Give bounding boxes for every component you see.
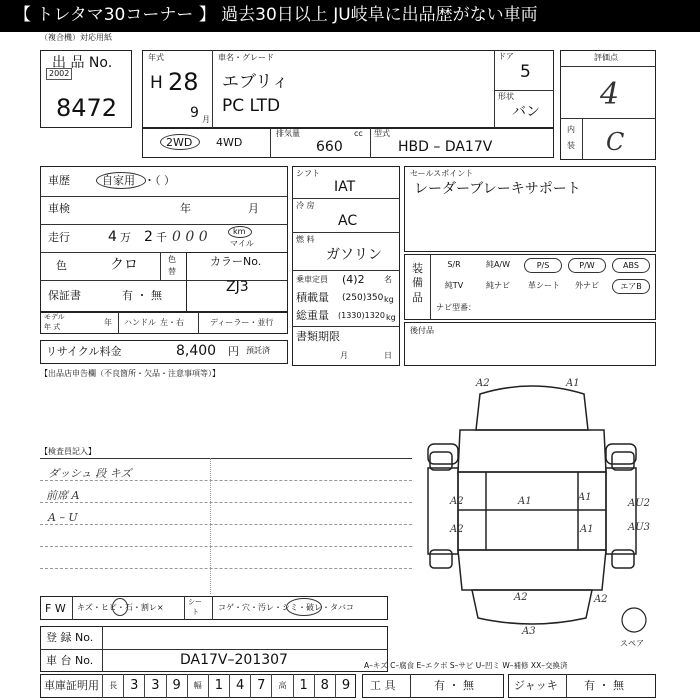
- rireki-paren: ・（ ）: [144, 174, 175, 187]
- body-label: 形状: [498, 92, 514, 101]
- lot-small-code: 2002: [46, 68, 72, 80]
- chassis-label: 車 台 No.: [46, 654, 94, 667]
- displacement-label: 排気量: [276, 129, 300, 138]
- seat-label-2: ト: [192, 608, 199, 616]
- inspector-line-3: A – U: [48, 511, 78, 524]
- mileage-label: 走行: [48, 231, 70, 244]
- post-install-box: [404, 322, 656, 366]
- equip-tv: 純TV: [444, 281, 464, 290]
- notices-title: 【出品店申告欄（不良箇所・欠品・注意事項等）】: [40, 369, 220, 378]
- doors-value: 5: [520, 62, 531, 82]
- rireki-value: 自家用: [102, 174, 135, 187]
- equip-nav: 純ナビ: [486, 281, 510, 290]
- dealer-label: ディーラー・並行: [210, 318, 274, 327]
- weight-label: 総重量: [296, 309, 329, 322]
- handle-label: ハンドル: [124, 318, 156, 327]
- repaint-label-2: 替: [168, 267, 176, 276]
- color-no-value: ZJ3: [226, 279, 249, 295]
- paper-subnote: （複合機）対応用紙: [40, 33, 112, 42]
- drive-2wd: 2WD: [166, 136, 193, 149]
- load-value: (250)350: [342, 293, 384, 303]
- tools-value: 有 ・ 無: [434, 679, 474, 692]
- interior-label-1: 内: [567, 125, 575, 134]
- seat-label-1: シー: [188, 598, 202, 606]
- shaken-label: 車検: [48, 202, 70, 215]
- damage-mark: AU2: [628, 498, 651, 509]
- spare-label: スペア: [620, 639, 644, 648]
- mileage-man: 4: [108, 229, 117, 245]
- damage-mark: A2: [450, 524, 464, 535]
- equip-ext-nav: 外ナビ: [575, 281, 599, 290]
- equip-ps: P/S: [524, 258, 562, 273]
- interior-label-2: 装: [567, 141, 575, 150]
- color-no-label: カラーNo.: [210, 255, 262, 268]
- color-value: クロ: [110, 257, 138, 273]
- fuel-label: 燃 料: [296, 235, 315, 244]
- mileage-unit-km: km: [233, 227, 246, 236]
- score-value: 4: [600, 77, 620, 112]
- damage-mark: AU3: [628, 522, 651, 533]
- damage-mark: A2: [594, 594, 608, 605]
- docs-day: 日: [384, 351, 392, 360]
- header-banner-text: 【 トレタマ30コーナー 】 過去30日以上 JU岐阜に出品歴がない車両: [14, 5, 538, 25]
- damage-mark: A1: [566, 378, 580, 389]
- load-label: 積載量: [296, 291, 329, 304]
- drive-4wd: 4WD: [216, 136, 243, 149]
- year-month: 9: [190, 105, 199, 121]
- model-value: HBD – DA17V: [398, 139, 493, 155]
- repaint-label-1: 色: [168, 255, 176, 264]
- cert-digit-cell: 4: [229, 674, 250, 698]
- load-unit: kg: [384, 295, 394, 304]
- cert-digit-cell: 9: [335, 674, 356, 698]
- year-month-suffix: 月: [202, 115, 210, 124]
- docs-label: 書類期限: [296, 330, 340, 343]
- vehicle-name: エブリィ: [222, 72, 289, 92]
- equip-airbag: エアB: [612, 279, 650, 294]
- damage-mark: A1: [518, 496, 532, 507]
- reg-label: 登 録 No.: [46, 631, 94, 644]
- displacement-unit: cc: [354, 129, 363, 138]
- weight-unit: kg: [386, 313, 396, 322]
- shift-value: IAT: [334, 179, 356, 195]
- capacity-label: 乗車定員: [296, 275, 328, 284]
- chassis-value: DA17V–201307: [180, 652, 288, 668]
- vehicle-name-label: 車名・グレード: [218, 53, 274, 62]
- lot-number: 8472: [56, 94, 118, 122]
- warranty-label: 保証書: [48, 289, 81, 302]
- recycle-value: 8,400: [176, 343, 217, 359]
- cert-digit-cell: 長: [102, 674, 123, 698]
- selling-point-label: セールスポイント: [410, 169, 474, 178]
- weight-value: (1330)1320: [338, 311, 385, 320]
- vehicle-grade: PC LTD: [222, 96, 281, 116]
- capacity-unit: 名: [384, 275, 392, 284]
- jack-value: 有 ・ 無: [584, 679, 624, 692]
- recycle-note: 預託済: [246, 346, 270, 355]
- damage-mark: A2: [514, 592, 528, 603]
- shaken-year: 年: [180, 202, 191, 215]
- doors-label: ドア: [498, 52, 514, 61]
- mileage-sen-unit: 千: [156, 231, 167, 244]
- color-label: 色: [56, 259, 67, 272]
- mileage-man-unit: 万: [120, 231, 131, 244]
- model-year-label-2: 年 式: [44, 323, 61, 331]
- selling-point-text: レーダーブレーキサポート: [414, 181, 581, 197]
- damage-mark: A3: [522, 626, 536, 637]
- equip-aw: 純A/W: [485, 260, 511, 269]
- jack-label: ジャッキ: [514, 679, 558, 692]
- capacity-value: (4)2: [342, 273, 365, 286]
- model-year-unit: 年: [104, 318, 112, 327]
- mileage-unit-mile: マイル: [230, 239, 254, 248]
- shift-label: シフト: [296, 169, 320, 178]
- model-label: 型式: [374, 129, 390, 138]
- cert-digit-cell: 3: [144, 674, 165, 698]
- fw-value: キズ・ヒビ・石・割レ×: [77, 603, 164, 612]
- cert-digit-cell: 1: [208, 674, 229, 698]
- year-value: 28: [168, 68, 199, 96]
- recycle-label: リサイクル料金: [46, 345, 122, 358]
- car-damage-diagram: [410, 372, 656, 644]
- damage-legend: A–キズ C–腐食 E–エクボ S–サビ U–凹ミ W–補修 XX–交換済: [364, 661, 568, 670]
- interior-value: C: [606, 128, 625, 156]
- mileage-sen: 2: [144, 229, 153, 245]
- year-label: 年式: [148, 53, 164, 62]
- cert-digit-cell: 高: [271, 674, 292, 698]
- shaken-month: 月: [248, 202, 259, 215]
- cert-digits: [102, 674, 356, 698]
- fw-label: F W: [45, 602, 66, 615]
- handle-value: 左・右: [160, 318, 184, 327]
- nav-model-label: ナビ型番：: [436, 303, 476, 312]
- fuel-value: ガソリン: [326, 247, 382, 263]
- damage-mark: A2: [476, 378, 490, 389]
- cooling-label: 冷 房: [296, 201, 315, 210]
- recycle-unit: 円: [228, 345, 239, 358]
- cert-digit-cell: 9: [166, 674, 187, 698]
- damage-mark: A1: [578, 492, 592, 503]
- cert-digit-cell: 8: [314, 674, 335, 698]
- score-label: 評価点: [594, 53, 618, 62]
- inspector-line-1: ダッシュ 段 キズ: [48, 467, 132, 480]
- docs-month: 月: [340, 351, 348, 360]
- damage-mark: A2: [450, 496, 464, 507]
- damage-mark: A1: [580, 524, 594, 535]
- cert-digit-cell: 7: [250, 674, 271, 698]
- equip-abs: ABS: [612, 258, 650, 273]
- body-value: バン: [512, 104, 540, 120]
- cert-digit-cell: 1: [293, 674, 314, 698]
- tools-label: 工 具: [370, 679, 396, 692]
- cert-label: 車庫証明用: [44, 679, 99, 692]
- inspector-title: 【検査員記入】: [40, 447, 96, 456]
- displacement-value: 660: [316, 139, 343, 155]
- post-install-label: 後付品: [410, 326, 434, 335]
- cert-digit-cell: 3: [123, 674, 144, 698]
- lot-label: 出 品 No.: [52, 55, 113, 71]
- selling-point-box: [404, 166, 656, 252]
- inspector-line-2: 前席 A: [46, 489, 80, 502]
- year-era: H: [150, 73, 163, 93]
- model-year-label-1: モデル: [44, 313, 65, 321]
- mileage-rest: 0 0 0: [172, 229, 208, 245]
- equip-leather: 革シート: [528, 281, 560, 290]
- seat-value: コゲ・穴・汚レ・シミ・破レ・タバコ: [218, 603, 354, 612]
- rireki-label: 車歴: [48, 174, 70, 187]
- equipment-label: 装 備 品: [412, 262, 423, 304]
- equip-pw: P/W: [568, 258, 606, 273]
- cert-digit-cell: 幅: [187, 674, 208, 698]
- cooling-value: AC: [338, 213, 358, 229]
- equip-sr: S/R: [447, 260, 461, 269]
- warranty-value: 有 ・ 無: [122, 289, 162, 302]
